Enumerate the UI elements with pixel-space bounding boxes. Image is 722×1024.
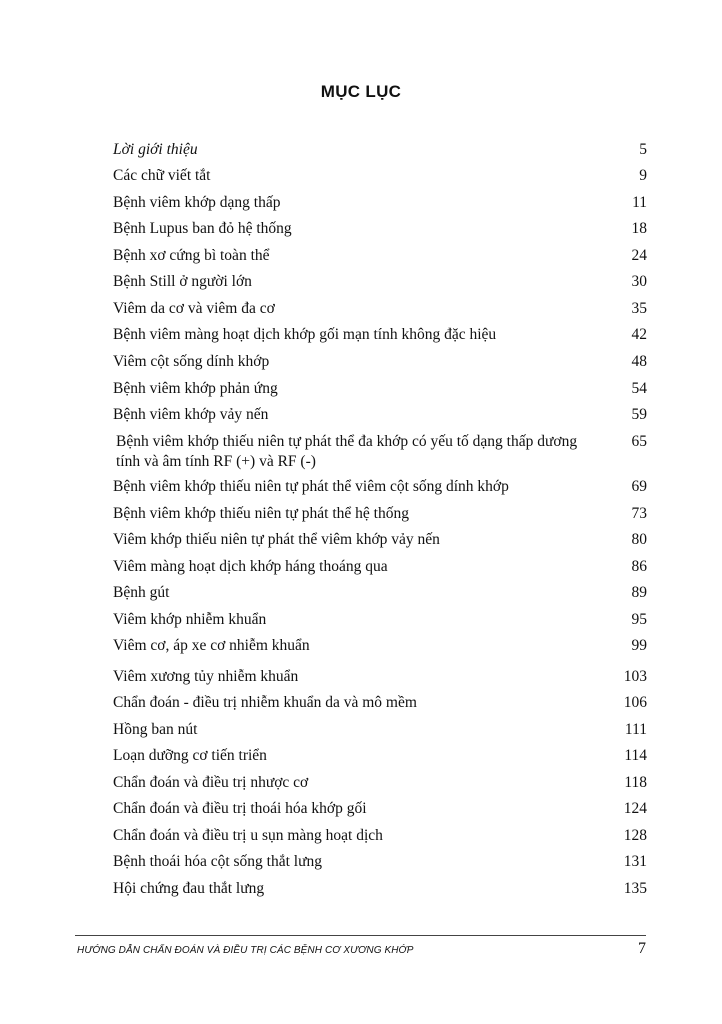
toc-entry-page: 135 bbox=[623, 880, 647, 897]
toc-entry-title: Bệnh viêm khớp thiếu niên tự phát thể viêm cột sống dính khớp bbox=[113, 478, 509, 495]
toc-entry-page: 124 bbox=[623, 800, 647, 817]
toc-entry-title: Viêm cơ, áp xe cơ nhiễm khuẩn bbox=[113, 637, 310, 654]
toc-entry bbox=[113, 720, 647, 740]
toc-entry-title: Bệnh viêm khớp thiếu niên tự phát thể hệ thống bbox=[113, 505, 409, 522]
toc-entry-page: 5 bbox=[639, 141, 647, 158]
toc-entry-title: Bệnh viêm khớp phản ứng bbox=[113, 380, 278, 397]
toc-entry-title: Bệnh xơ cứng bì toàn thể bbox=[113, 247, 270, 264]
toc-entry-title: Bệnh viêm khớp vảy nến bbox=[113, 406, 269, 423]
toc-entry-title: Bệnh gút bbox=[113, 584, 170, 601]
toc-entry-page: 106 bbox=[623, 694, 647, 711]
toc-entry-page: 24 bbox=[631, 247, 647, 264]
toc-entry-page: 86 bbox=[631, 558, 647, 575]
toc-entry-page: 35 bbox=[631, 300, 647, 317]
toc-entry-page: 42 bbox=[631, 326, 647, 343]
toc-entry-title: Chẩn đoán - điều trị nhiễm khuẩn da và mô mềm bbox=[113, 694, 417, 711]
toc-entry bbox=[113, 379, 647, 399]
toc-entry bbox=[113, 166, 647, 186]
footer-page-number: 7 bbox=[638, 940, 646, 957]
toc-entry-title: Bệnh viêm khớp dạng thấp bbox=[113, 194, 281, 211]
toc-entry-page: 114 bbox=[624, 747, 647, 764]
toc-entry-title: Chẩn đoán và điều trị nhược cơ bbox=[113, 774, 309, 791]
toc-entry-title: Viêm khớp nhiễm khuẩn bbox=[113, 611, 267, 628]
toc-entry-title: Các chữ viết tắt bbox=[113, 167, 211, 184]
toc-entry-page: 128 bbox=[623, 827, 647, 844]
toc-entry bbox=[113, 583, 647, 603]
toc-entry-title: Lời giới thiệu bbox=[113, 141, 198, 158]
toc-entry-page: 69 bbox=[631, 478, 647, 495]
toc-entry bbox=[113, 530, 647, 550]
toc-entry-title: Viêm màng hoạt dịch khớp háng thoáng qua bbox=[113, 558, 388, 575]
toc-entry-page: 9 bbox=[639, 167, 647, 184]
toc-entry-page: 65 bbox=[631, 433, 647, 450]
toc-entry-title: Viêm xương tủy nhiễm khuẩn bbox=[113, 668, 299, 685]
toc-entry bbox=[113, 852, 647, 872]
toc-entry-title: Bệnh Lupus ban đỏ hệ thống bbox=[113, 220, 292, 237]
toc-entry bbox=[113, 746, 647, 766]
toc-entry bbox=[113, 140, 647, 160]
toc-entry bbox=[113, 557, 647, 577]
toc-entry bbox=[113, 193, 647, 213]
toc-entry-page: 103 bbox=[623, 668, 647, 685]
toc-entry-page: 111 bbox=[624, 721, 647, 738]
footer-divider bbox=[75, 935, 646, 936]
toc-entry bbox=[113, 773, 647, 793]
toc-entry-page: 48 bbox=[631, 353, 647, 370]
toc-entry-title: Viêm cột sống dính khớp bbox=[113, 353, 270, 370]
toc-entry bbox=[113, 879, 647, 899]
toc-entry-page: 95 bbox=[631, 611, 647, 628]
page-title: MỤC LỤC bbox=[320, 82, 402, 101]
toc-entry-page: 89 bbox=[631, 584, 647, 601]
toc-entry-title: Chẩn đoán và điều trị thoái hóa khớp gối bbox=[113, 800, 367, 817]
toc-entry-title: Bệnh thoái hóa cột sống thắt lưng bbox=[113, 853, 323, 870]
toc-entry-title: Bệnh viêm khớp thiếu niên tự phát thể đa khớp có yếu tố dạng thấp dương tính và âm tính RF (+) và RF (-) bbox=[116, 433, 578, 470]
toc-entry-page: 99 bbox=[631, 637, 647, 654]
toc-entry bbox=[113, 272, 647, 292]
toc-entry bbox=[113, 325, 647, 345]
toc-entry bbox=[113, 610, 647, 630]
toc-entry bbox=[113, 693, 647, 713]
toc-entry bbox=[113, 667, 647, 687]
toc-entry bbox=[113, 432, 647, 472]
toc-entry bbox=[113, 299, 647, 319]
toc-entry-title: Chẩn đoán và điều trị u sụn màng hoạt dịch bbox=[113, 827, 383, 844]
toc-entry-page: 131 bbox=[623, 853, 647, 870]
toc-entry-title: Viêm da cơ và viêm đa cơ bbox=[113, 300, 275, 317]
toc-entry bbox=[113, 246, 647, 266]
toc-entry-page: 30 bbox=[631, 273, 647, 290]
toc-entry bbox=[113, 636, 647, 656]
toc-entry-title: Bệnh viêm màng hoạt dịch khớp gối mạn tính không đặc hiệu bbox=[113, 326, 497, 343]
toc-entry-title: Hội chứng đau thắt lưng bbox=[113, 880, 265, 897]
toc-entry bbox=[113, 405, 647, 425]
toc-entry bbox=[113, 504, 647, 524]
toc-entry-page: 59 bbox=[631, 406, 647, 423]
toc-entry bbox=[113, 826, 647, 846]
toc-entry bbox=[113, 352, 647, 372]
toc-entry-title: Loạn dưỡng cơ tiến triển bbox=[113, 747, 267, 764]
toc-entry-page: 18 bbox=[631, 220, 647, 237]
toc-entry bbox=[113, 219, 647, 239]
toc-entry-title: Hồng ban nút bbox=[113, 721, 198, 738]
toc-entry-title: Viêm khớp thiếu niên tự phát thể viêm khớp vảy nến bbox=[113, 531, 440, 548]
toc-entry-page: 80 bbox=[631, 531, 647, 548]
toc-entry bbox=[113, 477, 647, 497]
toc-entry-page: 73 bbox=[631, 505, 647, 522]
toc-entry-page: 11 bbox=[632, 194, 647, 211]
toc-entry-title: Bệnh Still ở người lớn bbox=[113, 273, 252, 290]
toc-entry-page: 118 bbox=[624, 774, 647, 791]
toc-entry bbox=[113, 799, 647, 819]
toc-entry-page: 54 bbox=[631, 380, 647, 397]
footer-running-title: HƯỚNG DẪN CHẨN ĐOÁN VÀ ĐIỀU TRỊ CÁC BỆNH CƠ XƯƠNG KHỚP bbox=[77, 945, 414, 956]
